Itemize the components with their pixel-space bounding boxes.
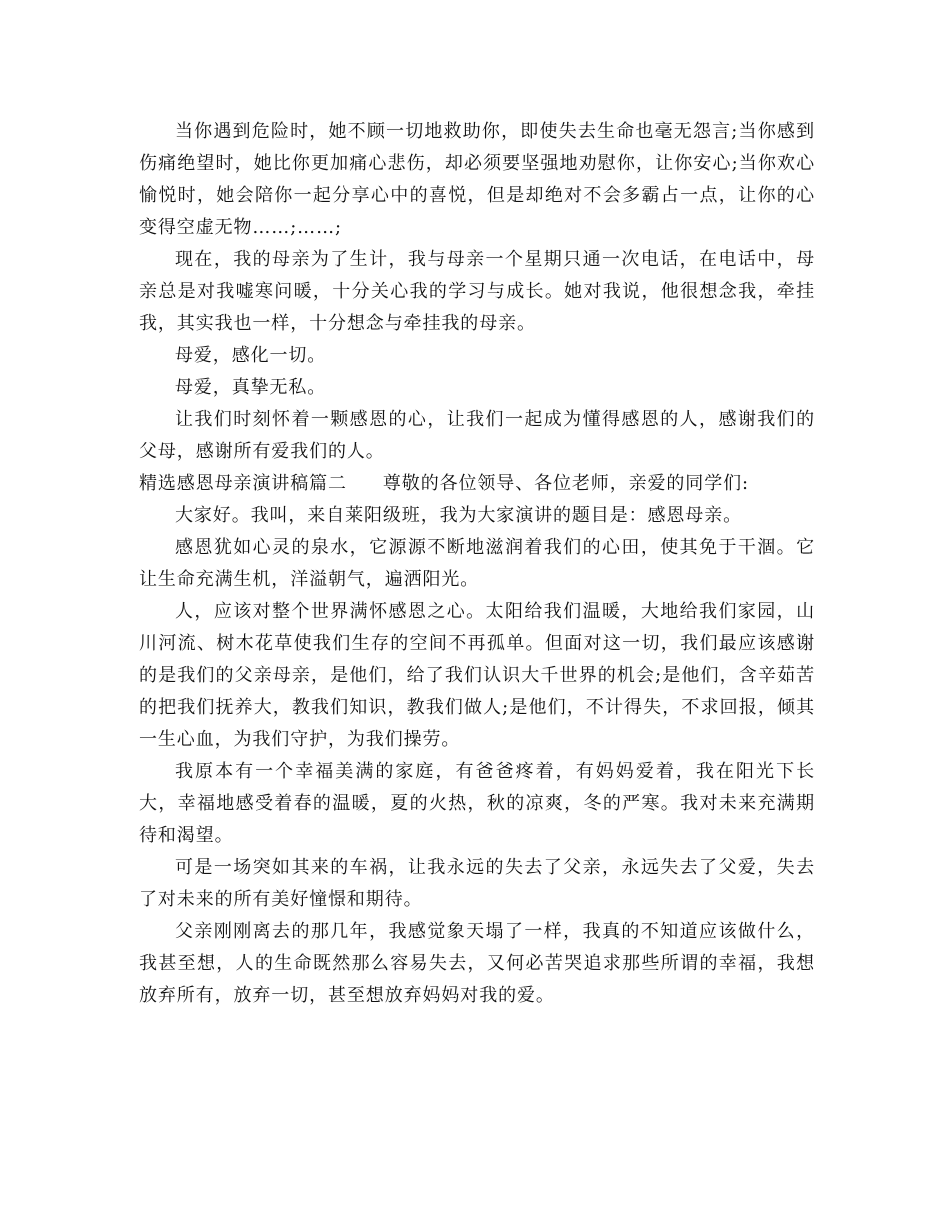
paragraph-after-loss: 父亲刚刚离去的那几年，我感觉象天塌了一样，我真的不知道应该做什么，我甚至想，人的生命既然那么容易失去，又何必苦哭追求那些所谓的幸福，我想放弃所有，放弃一切，甚至想放弃妈妈对我的爱。 xyxy=(139,921,815,1006)
section-title: 精选感恩母亲演讲稿篇二 xyxy=(139,473,347,494)
paragraph-mother-love-2: 母爱，真挚无私。 xyxy=(175,377,327,398)
paragraph-whole-world: 人，应该对整个世界满怀感恩之心。太阳给我们温暖，大地给我们家园，山川河流、树木花草使我们生存的空间不再孤单。但面对这一切，我们最应该感谢的是我们的父亲母亲，是他们，给了我们认识大千世界的机会;是他们，含辛茹苦的把我们抚养大，教我们知识，教我们做人;是他们，不计得失，不求回报，倾其一生心血，为我们守护，为我们操劳。 xyxy=(139,601,815,750)
document-body xyxy=(139,116,815,1012)
paragraph-gratitude-call: 让我们时刻怀着一颗感恩的心，让我们一起成为懂得感恩的人，感谢我们的父母，感谢所有爱我们的人。 xyxy=(139,409,815,462)
paragraph-danger: 当你遇到危险时，她不顾一切地救助你，即使失去生命也毫无怨言;当你感到伤痛绝望时，她比你更加痛心悲伤，却必须要坚强地劝慰你，让你安心;当你欢心愉悦时，她会陪你一起分享心中的喜悦，但是却绝对不会多霸占一点，让你的心变得空虚无物……;……; xyxy=(139,121,815,238)
paragraph-mother-love-1: 母爱，感化一切。 xyxy=(175,345,327,366)
section-heading-line xyxy=(139,468,815,500)
paragraph-introduction: 大家好。我叫，来自莱阳级班，我为大家演讲的题目是：感恩母亲。 xyxy=(175,505,742,526)
paragraph-accident: 可是一场突如其来的车祸，让我永远的失去了父亲，永远失去了父爱，失去了对未来的所有美好憧憬和期待。 xyxy=(139,857,815,910)
greeting: 尊敬的各位领导、各位老师，亲爱的同学们: xyxy=(382,473,749,494)
paragraph-happy-family: 我原本有一个幸福美满的家庭，有爸爸疼着，有妈妈爱着，我在阳光下长大，幸福地感受着春的温暖，夏的火热，秋的凉爽，冬的严寒。我对未来充满期待和渴望。 xyxy=(139,761,815,846)
paragraph-spring-water: 感恩犹如心灵的泉水，它源源不断地滋润着我们的心田，使其免于干涸。它让生命充满生机，洋溢朝气，遍洒阳光。 xyxy=(139,537,815,590)
paragraph-phone-calls: 现在，我的母亲为了生计，我与母亲一个星期只通一次电话，在电话中，母亲总是对我嘘寒问暖，十分关心我的学习与成长。她对我说，他很想念我，牵挂我，其实我也一样，十分想念与牵挂我的母亲。 xyxy=(139,249,815,334)
